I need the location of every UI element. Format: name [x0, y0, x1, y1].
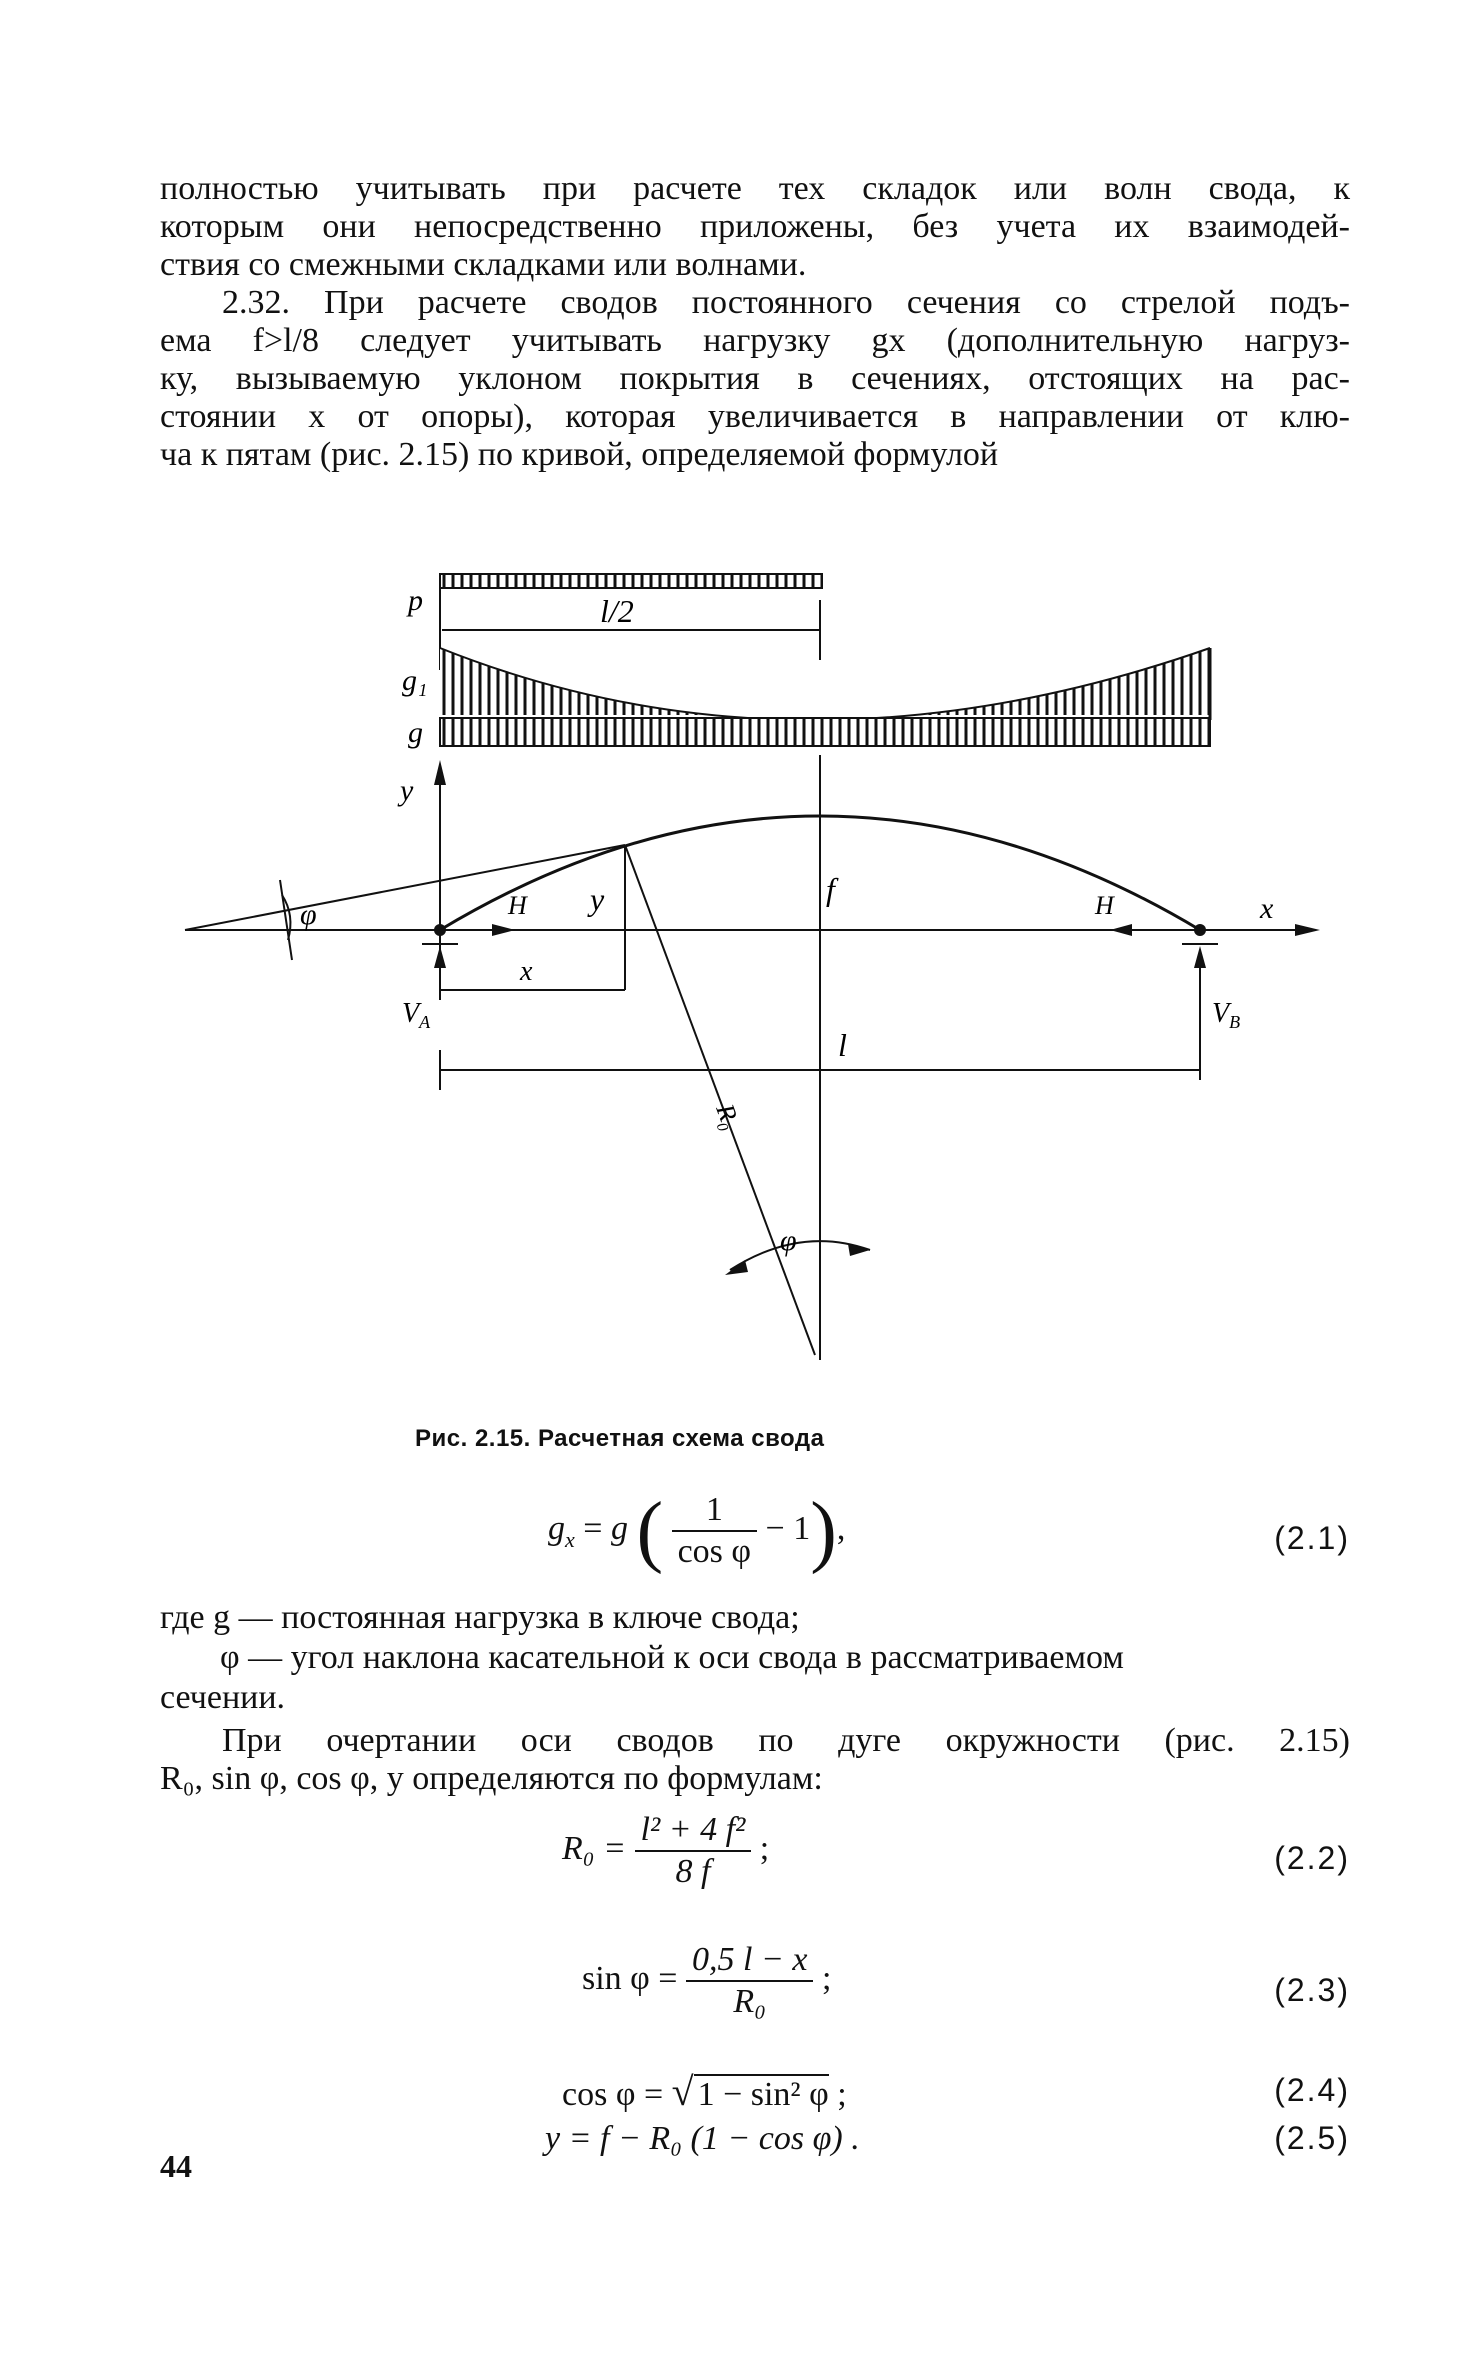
text-line: ку, вызываемую уклоном покрытия в сечениях, отстоящих на рас-	[160, 360, 1350, 397]
text-line: При очертании оси сводов по дуге окружности (рис. 2.15)	[222, 1722, 1350, 1759]
label-y: y	[590, 881, 605, 917]
figure-caption: Рис. 2.15. Расчетная схема свода	[415, 1425, 825, 1452]
definitions	[160, 1598, 1350, 1718]
paragraph-2-32	[160, 284, 1350, 474]
equation-number-2-2: (2.2)	[1274, 1840, 1350, 1876]
constant-load-g	[440, 718, 1210, 746]
label-R0: R₀	[710, 1100, 747, 1134]
label-l: l	[838, 1027, 847, 1063]
equation-number-2-3: (2.3)	[1274, 1972, 1350, 2008]
label-x-axis: x	[1260, 892, 1274, 925]
text-line: полностью учитывать при расчете тех складок или волн свода, к	[160, 170, 1350, 207]
vault-diagram	[170, 560, 1350, 1410]
text-line: которым они непосредственно приложены, без учета их взаимодей-	[160, 208, 1350, 245]
label-VB: $V_B$	[1212, 998, 1241, 1032]
label-H-right: H	[1095, 891, 1114, 920]
label-p: p	[408, 584, 423, 617]
label-g1: g₁	[402, 664, 428, 697]
equation-2-4: cos φ = √ 1 − sin² φ ;	[562, 2069, 847, 2114]
label-VA: $V_A$	[402, 998, 431, 1032]
equation-number-2-1: (2.1)	[1274, 1520, 1350, 1556]
label-g: g	[408, 716, 423, 749]
text-line: ча к пятам (рис. 2.15) по кривой, определяемой формулой	[160, 436, 999, 473]
definition-g: где g — постоянная нагрузка в ключе свода;	[160, 1599, 800, 1636]
text-line: ема f>l/8 следует учитывать нагрузку gx (дополнительную нагруз-	[160, 322, 1350, 359]
label-f: f	[826, 871, 835, 907]
label-half-span: l/2	[600, 593, 634, 629]
equation-number-2-5: (2.5)	[1274, 2120, 1350, 2156]
paragraph-1	[160, 170, 1350, 284]
label-x: x	[520, 956, 533, 987]
equation-2-1: $g_x = g$ ( $\frac{1}{\text{cos φ}}$ − 1),	[548, 1487, 846, 1575]
equation-number-2-4: (2.4)	[1274, 2072, 1350, 2108]
label-phi: φ	[300, 898, 317, 931]
text-line: стоянии x от опоры), которая увеличивается в направлении от клю-	[160, 398, 1350, 435]
text-line: 2.32. При расчете сводов постоянного сечения со стрелой подъ-	[222, 284, 1350, 321]
live-load-bar	[440, 574, 822, 588]
definition-phi: φ — угол наклона касательной к оси свода в рассматриваемом	[220, 1639, 1124, 1676]
definition-tail: сечении.	[160, 1679, 286, 1716]
text-line: ствия со смежными складками или волнами.	[160, 246, 807, 283]
equation-2-5: y = f − R₀ (1 − cos φ) .	[545, 2120, 860, 2157]
label-H-left: H	[508, 891, 527, 920]
text-line: R₀, sin φ, cos φ, y определяются по формулам:	[160, 1760, 823, 1797]
radius-line	[625, 845, 815, 1355]
variable-load-g1	[440, 640, 1210, 715]
page-number: 44	[160, 2148, 192, 2184]
equation-2-3: sin φ = $\frac{0,5 l - x}{\text{R₀}}$ ;	[582, 1941, 832, 2020]
label-y-axis: y	[400, 774, 414, 807]
paragraph-3	[160, 1722, 1350, 1798]
equation-2-2: R₀ = $\frac{\text{l² + 4 f²}}{8 f}$ ;	[562, 1811, 770, 1890]
label-phi-center: φ	[780, 1224, 797, 1257]
